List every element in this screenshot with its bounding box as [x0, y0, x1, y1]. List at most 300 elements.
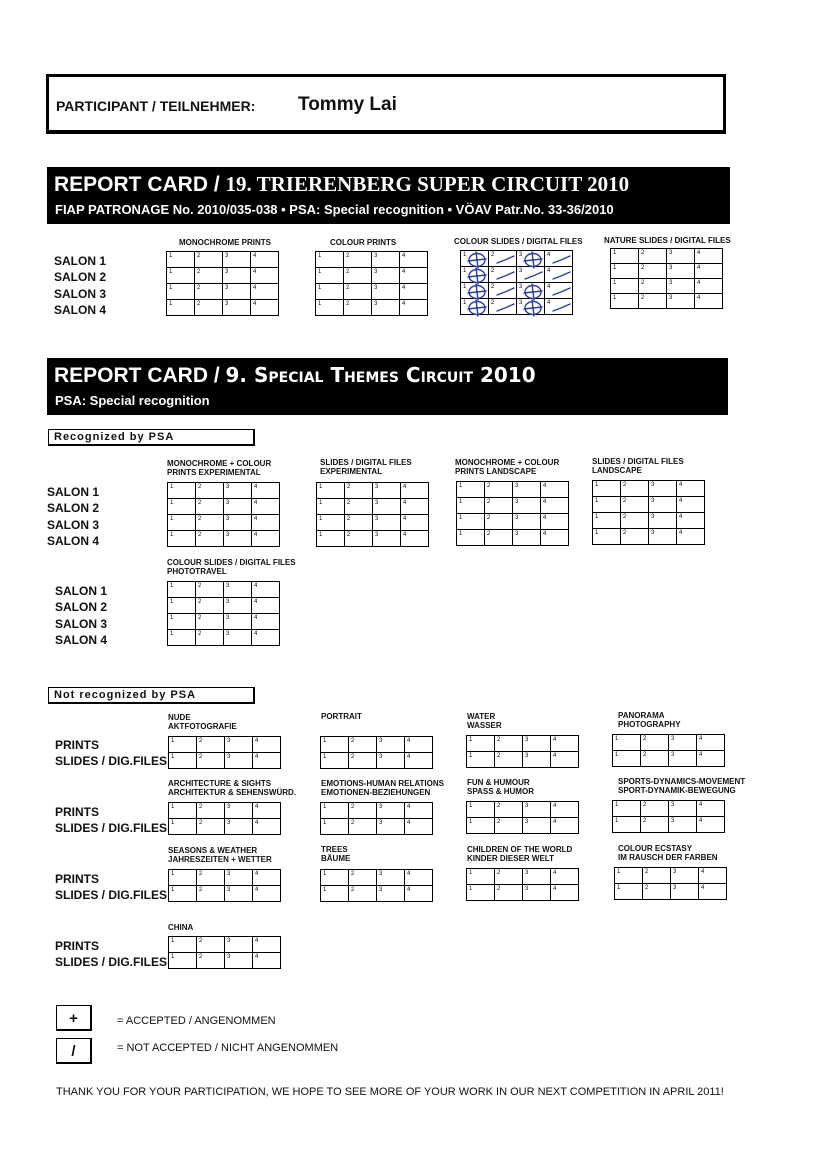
cell-number: 1: [613, 295, 617, 301]
grid-not-recognized: [466, 735, 579, 768]
grid-cell[interactable]: [621, 513, 649, 529]
grid-cell[interactable]: [667, 294, 695, 309]
grid-cell[interactable]: [252, 614, 280, 630]
grid-cell[interactable]: [677, 513, 705, 529]
grid-cell[interactable]: [405, 819, 433, 835]
grid-cell[interactable]: [639, 279, 667, 294]
grid-cell[interactable]: [551, 818, 579, 834]
cell-number: 2: [623, 514, 627, 520]
grid-cell[interactable]: [611, 249, 639, 264]
grid-cell[interactable]: [401, 531, 429, 547]
grid-cell[interactable]: [517, 299, 545, 315]
grid-cell[interactable]: [168, 598, 196, 614]
grid-cell[interactable]: [225, 803, 253, 819]
grid-row: [169, 753, 281, 769]
grid-cell[interactable]: [467, 869, 495, 885]
grid-cell[interactable]: [467, 818, 495, 834]
grid-cell[interactable]: [253, 753, 281, 769]
grid-cell[interactable]: [225, 953, 253, 969]
grid-row: [317, 499, 429, 515]
grid-cell[interactable]: [551, 869, 579, 885]
grid-cell[interactable]: [169, 737, 197, 753]
grid-cell[interactable]: [377, 819, 405, 835]
cell-number: 3: [671, 736, 675, 742]
grid-cell[interactable]: [649, 481, 677, 497]
grid-cell[interactable]: [372, 284, 400, 300]
grid-cell[interactable]: [169, 803, 197, 819]
grid-cell[interactable]: [252, 531, 280, 547]
grid-cell[interactable]: [168, 630, 196, 646]
grid-cell[interactable]: [195, 300, 223, 316]
grid-cell[interactable]: [523, 818, 551, 834]
grid-cell[interactable]: [196, 515, 224, 531]
grid-cell[interactable]: [695, 249, 723, 264]
grid-cell[interactable]: [495, 818, 523, 834]
grid-cell[interactable]: [252, 598, 280, 614]
grid-cell[interactable]: [316, 300, 344, 316]
grid-cell[interactable]: [373, 531, 401, 547]
grid-cell[interactable]: [377, 886, 405, 902]
grid-cell[interactable]: [541, 482, 569, 498]
grid-cell[interactable]: [377, 737, 405, 753]
grid-cell[interactable]: [541, 498, 569, 514]
grid-row: [317, 515, 429, 531]
grid-cell[interactable]: [523, 736, 551, 752]
grid-cell[interactable]: [593, 513, 621, 529]
grid-cell[interactable]: [405, 870, 433, 886]
grid-cell[interactable]: [613, 817, 641, 833]
grid-cell[interactable]: [615, 884, 643, 900]
grid-cell[interactable]: [168, 515, 196, 531]
cell-number: 2: [198, 500, 202, 506]
grid-cell[interactable]: [224, 499, 252, 515]
grid-cell[interactable]: [317, 531, 345, 547]
grid-cell[interactable]: [167, 284, 195, 300]
grid-cell[interactable]: [405, 737, 433, 753]
grid-cell[interactable]: [461, 251, 489, 267]
grid-cell[interactable]: [669, 801, 697, 817]
cell-number: 4: [255, 938, 259, 944]
grid-cell[interactable]: [349, 803, 377, 819]
grid-cell[interactable]: [485, 514, 513, 530]
grid-cell[interactable]: [621, 497, 649, 513]
grid-cell[interactable]: [316, 252, 344, 268]
grid-cell[interactable]: [169, 886, 197, 902]
cell-number: 1: [171, 820, 175, 826]
grid-cell[interactable]: [613, 735, 641, 751]
grid-cell[interactable]: [316, 268, 344, 284]
grid-row: [461, 299, 573, 315]
grid-cell[interactable]: [695, 279, 723, 294]
grid-cell[interactable]: [224, 531, 252, 547]
grid-cell[interactable]: [523, 885, 551, 901]
grid-cell[interactable]: [613, 801, 641, 817]
grid-cell[interactable]: [405, 886, 433, 902]
grid-cell[interactable]: [699, 884, 727, 900]
grid-cell[interactable]: [489, 283, 517, 299]
grid-cell[interactable]: [349, 870, 377, 886]
cell-number: 1: [171, 738, 175, 744]
grid-cell[interactable]: [495, 869, 523, 885]
grid-cell[interactable]: [196, 614, 224, 630]
grid-cell[interactable]: [485, 482, 513, 498]
grid-cell[interactable]: [699, 868, 727, 884]
grid-cell[interactable]: [377, 803, 405, 819]
grid-cell[interactable]: [641, 801, 669, 817]
grid-cell[interactable]: [223, 252, 251, 268]
grid-cell[interactable]: [373, 515, 401, 531]
grid-cell[interactable]: [167, 268, 195, 284]
grid-cell[interactable]: [593, 481, 621, 497]
grid-cell[interactable]: [697, 751, 725, 767]
grid-cell[interactable]: [224, 630, 252, 646]
grid-cell[interactable]: [225, 819, 253, 835]
grid-row: [321, 819, 433, 835]
grid-cell[interactable]: [169, 937, 197, 953]
cell-number: 1: [170, 516, 174, 522]
grid-cell[interactable]: [495, 736, 523, 752]
header-recognized: COLOUR SLIDES / DIGITAL FILES PHOTOTRAVEL: [167, 558, 296, 576]
cell-number: 2: [623, 482, 627, 488]
grid-cell[interactable]: [467, 736, 495, 752]
grid-cell[interactable]: [467, 802, 495, 818]
grid-cell[interactable]: [197, 803, 225, 819]
grid-cell[interactable]: [372, 252, 400, 268]
cell-number: 3: [375, 500, 379, 506]
grid-cell[interactable]: [252, 483, 280, 499]
cell-number: 4: [543, 483, 547, 489]
grid-cell[interactable]: [405, 803, 433, 819]
grid-cell[interactable]: [400, 268, 428, 284]
grid-cell[interactable]: [669, 817, 697, 833]
grid-cell[interactable]: [649, 529, 677, 545]
grid-cell[interactable]: [457, 514, 485, 530]
grid-cell[interactable]: [677, 529, 705, 545]
grid-cell[interactable]: [457, 498, 485, 514]
grid-cell[interactable]: [513, 530, 541, 546]
grid-cell[interactable]: [317, 483, 345, 499]
grid-cell[interactable]: [373, 499, 401, 515]
grid-cell[interactable]: [641, 735, 669, 751]
grid-cell[interactable]: [697, 817, 725, 833]
grid-cell[interactable]: [253, 953, 281, 969]
grid-cell[interactable]: [345, 531, 373, 547]
grid-cell[interactable]: [517, 267, 545, 283]
grid-cell[interactable]: [349, 737, 377, 753]
cell-number: 3: [226, 484, 230, 490]
grid-cell[interactable]: [489, 267, 517, 283]
grid-cell[interactable]: [489, 299, 517, 315]
grid-cell[interactable]: [523, 869, 551, 885]
cell-number: 3: [374, 285, 378, 291]
grid-cell[interactable]: [551, 752, 579, 768]
cell-number: 4: [255, 754, 259, 760]
grid-cell[interactable]: [621, 529, 649, 545]
grid-cell[interactable]: [225, 753, 253, 769]
grid-row: [321, 753, 433, 769]
grid-cell[interactable]: [349, 819, 377, 835]
cell-number: 2: [487, 483, 491, 489]
grid-cell[interactable]: [224, 614, 252, 630]
grid-cell[interactable]: [168, 582, 196, 598]
cell-number: 2: [497, 737, 501, 743]
grid-cell[interactable]: [317, 499, 345, 515]
header-not-recognized: NUDE AKTFOTOGRAFIE: [168, 713, 237, 731]
grid-cell[interactable]: [639, 264, 667, 279]
grid-cell[interactable]: [197, 953, 225, 969]
grid-cell[interactable]: [517, 283, 545, 299]
cell-number: 3: [669, 265, 673, 271]
grid-cell[interactable]: [671, 868, 699, 884]
grid-cell[interactable]: [373, 483, 401, 499]
grid-cell[interactable]: [697, 735, 725, 751]
grid-cell[interactable]: [196, 582, 224, 598]
grid-cell[interactable]: [461, 267, 489, 283]
grid-cell[interactable]: [517, 251, 545, 267]
cell-number: 1: [459, 499, 463, 505]
grid-cell[interactable]: [321, 886, 349, 902]
grid-cell[interactable]: [251, 300, 279, 316]
grid-cell[interactable]: [197, 753, 225, 769]
grid-cell[interactable]: [169, 753, 197, 769]
grid-cell[interactable]: [551, 802, 579, 818]
cell-number: 3: [379, 871, 383, 877]
cell-number: 1: [170, 532, 174, 538]
grid-cell[interactable]: [372, 268, 400, 284]
grid-cell[interactable]: [168, 614, 196, 630]
grid-cell[interactable]: [545, 251, 573, 267]
grid-cell[interactable]: [251, 252, 279, 268]
grid-cell[interactable]: [677, 497, 705, 513]
grid-cell[interactable]: [523, 802, 551, 818]
grid-cell[interactable]: [321, 803, 349, 819]
grid-cell[interactable]: [545, 283, 573, 299]
grid-cell[interactable]: [545, 267, 573, 283]
grid-cell[interactable]: [344, 252, 372, 268]
grid-cell[interactable]: [251, 268, 279, 284]
grid-cell[interactable]: [401, 499, 429, 515]
grid-cell[interactable]: [611, 294, 639, 309]
grid-cell[interactable]: [377, 870, 405, 886]
grid-cell[interactable]: [224, 515, 252, 531]
grid-cell[interactable]: [467, 885, 495, 901]
grid-cell[interactable]: [669, 735, 697, 751]
grid-cell[interactable]: [643, 884, 671, 900]
grid-cell[interactable]: [252, 630, 280, 646]
grid-cell[interactable]: [344, 300, 372, 316]
grid-cell[interactable]: [667, 249, 695, 264]
cell-number: 4: [407, 871, 411, 877]
grid-cell[interactable]: [253, 937, 281, 953]
grid-colour-prints: [315, 251, 428, 316]
grid-cell[interactable]: [197, 870, 225, 886]
grid-cell[interactable]: [695, 294, 723, 309]
grid-cell[interactable]: [489, 251, 517, 267]
cell-number: 3: [374, 253, 378, 259]
grid-cell[interactable]: [252, 582, 280, 598]
grid-cell[interactable]: [613, 751, 641, 767]
grid-cell[interactable]: [621, 481, 649, 497]
grid-cell[interactable]: [523, 752, 551, 768]
grid-cell[interactable]: [541, 514, 569, 530]
grid-cell[interactable]: [344, 284, 372, 300]
grid-cell[interactable]: [485, 530, 513, 546]
grid-cell[interactable]: [641, 751, 669, 767]
cell-number: 4: [699, 736, 703, 742]
grid-cell[interactable]: [321, 753, 349, 769]
grid-cell[interactable]: [253, 803, 281, 819]
grid-cell[interactable]: [253, 870, 281, 886]
grid-cell[interactable]: [167, 252, 195, 268]
grid-cell[interactable]: [401, 515, 429, 531]
grid-cell[interactable]: [551, 885, 579, 901]
grid-cell[interactable]: [321, 819, 349, 835]
grid-cell[interactable]: [224, 582, 252, 598]
grid-row: [169, 737, 281, 753]
grid-cell[interactable]: [457, 530, 485, 546]
cell-number: 4: [403, 500, 407, 506]
grid-cell[interactable]: [196, 531, 224, 547]
grid-cell[interactable]: [641, 817, 669, 833]
grid-cell[interactable]: [223, 300, 251, 316]
grid-cell[interactable]: [513, 482, 541, 498]
grid-cell[interactable]: [667, 264, 695, 279]
grid-cell[interactable]: [252, 515, 280, 531]
grid-cell[interactable]: [495, 885, 523, 901]
grid-cell[interactable]: [195, 268, 223, 284]
grid-cell[interactable]: [697, 801, 725, 817]
grid-cell[interactable]: [677, 481, 705, 497]
grid-cell[interactable]: [195, 252, 223, 268]
grid-cell[interactable]: [495, 802, 523, 818]
grid-cell[interactable]: [197, 886, 225, 902]
grid-cell[interactable]: [225, 870, 253, 886]
grid-cell[interactable]: [345, 483, 373, 499]
grid-cell[interactable]: [669, 751, 697, 767]
grid-cell[interactable]: [225, 737, 253, 753]
grid-cell[interactable]: [593, 529, 621, 545]
grid-cell[interactable]: [253, 886, 281, 902]
grid-cell[interactable]: [551, 736, 579, 752]
grid-cell[interactable]: [400, 284, 428, 300]
cell-number: 3: [379, 820, 383, 826]
grid-cell[interactable]: [253, 737, 281, 753]
grid-cell[interactable]: [197, 737, 225, 753]
grid-cell[interactable]: [168, 499, 196, 515]
grid-cell[interactable]: [345, 499, 373, 515]
grid-cell[interactable]: [169, 953, 197, 969]
grid-cell[interactable]: [316, 284, 344, 300]
grid-cell[interactable]: [251, 284, 279, 300]
grid-cell[interactable]: [196, 483, 224, 499]
grid-cell[interactable]: [461, 283, 489, 299]
grid-cell[interactable]: [224, 598, 252, 614]
grid-cell[interactable]: [649, 513, 677, 529]
grid-cell[interactable]: [461, 299, 489, 315]
grid-cell[interactable]: [169, 819, 197, 835]
grid-cell[interactable]: [168, 531, 196, 547]
grid-cell[interactable]: [695, 264, 723, 279]
grid-cell[interactable]: [225, 937, 253, 953]
grid-cell[interactable]: [611, 264, 639, 279]
grid-cell[interactable]: [643, 868, 671, 884]
grid-cell[interactable]: [457, 482, 485, 498]
grid-cell[interactable]: [197, 937, 225, 953]
grid-cell[interactable]: [252, 499, 280, 515]
footer-thank-you: THANK YOU FOR YOUR PARTICIPATION, WE HOPE TO SEE MORE OF YOUR WORK IN OUR NEXT COMPETITION IN APRIL 2011!: [56, 1086, 724, 1098]
grid-cell[interactable]: [253, 819, 281, 835]
grid-cell[interactable]: [405, 753, 433, 769]
cell-number: 2: [199, 804, 203, 810]
grid-cell[interactable]: [197, 819, 225, 835]
grid-row: [316, 268, 428, 284]
grid-cell[interactable]: [611, 279, 639, 294]
grid-row: [168, 614, 280, 630]
grid-cell[interactable]: [224, 483, 252, 499]
grid-cell[interactable]: [545, 299, 573, 315]
grid-cell[interactable]: [196, 499, 224, 515]
cell-number: 2: [346, 269, 350, 275]
grid-cell[interactable]: [485, 498, 513, 514]
not-accepted-legend-text: = NOT ACCEPTED / NICHT ANGENOMMEN: [117, 1042, 339, 1054]
grid-cell[interactable]: [372, 300, 400, 316]
grid-cell[interactable]: [167, 300, 195, 316]
grid-cell[interactable]: [401, 483, 429, 499]
grid-cell[interactable]: [649, 497, 677, 513]
cell-number: 2: [491, 300, 495, 306]
cell-number: 1: [459, 515, 463, 521]
grid-cell[interactable]: [671, 884, 699, 900]
grid-recognized: [167, 482, 280, 547]
grid-cell[interactable]: [225, 886, 253, 902]
grid-cell[interactable]: [639, 294, 667, 309]
grid-cell[interactable]: [321, 870, 349, 886]
grid-cell[interactable]: [667, 279, 695, 294]
header-nature-slides: NATURE SLIDES / DIGITAL FILES: [604, 236, 731, 245]
grid-cell[interactable]: [223, 284, 251, 300]
grid-cell[interactable]: [467, 752, 495, 768]
grid-cell[interactable]: [349, 753, 377, 769]
grid-cell[interactable]: [615, 868, 643, 884]
grid-cell[interactable]: [344, 268, 372, 284]
grid-cell[interactable]: [513, 498, 541, 514]
grid-cell[interactable]: [317, 515, 345, 531]
cell-number: 3: [227, 887, 231, 893]
grid-cell[interactable]: [345, 515, 373, 531]
grid-cell[interactable]: [541, 530, 569, 546]
grid-cell[interactable]: [513, 514, 541, 530]
grid-cell[interactable]: [321, 737, 349, 753]
grid-cell[interactable]: [593, 497, 621, 513]
grid-cell[interactable]: [349, 886, 377, 902]
grid-cell[interactable]: [196, 630, 224, 646]
participant-name: Tommy Lai: [298, 94, 397, 115]
header-not-recognized: FUN & HUMOUR SPASS & HUMOR: [467, 778, 534, 796]
grid-cell[interactable]: [495, 752, 523, 768]
grid-cell[interactable]: [400, 252, 428, 268]
grid-cell[interactable]: [195, 284, 223, 300]
grid-cell[interactable]: [169, 870, 197, 886]
grid-recognized: [592, 480, 705, 545]
grid-cell[interactable]: [400, 300, 428, 316]
grid-cell[interactable]: [639, 249, 667, 264]
grid-cell[interactable]: [168, 483, 196, 499]
cell-number: 3: [525, 737, 529, 743]
grid-cell[interactable]: [377, 753, 405, 769]
grid-cell[interactable]: [196, 598, 224, 614]
grid-cell[interactable]: [223, 268, 251, 284]
grid-recognized: [316, 482, 429, 547]
